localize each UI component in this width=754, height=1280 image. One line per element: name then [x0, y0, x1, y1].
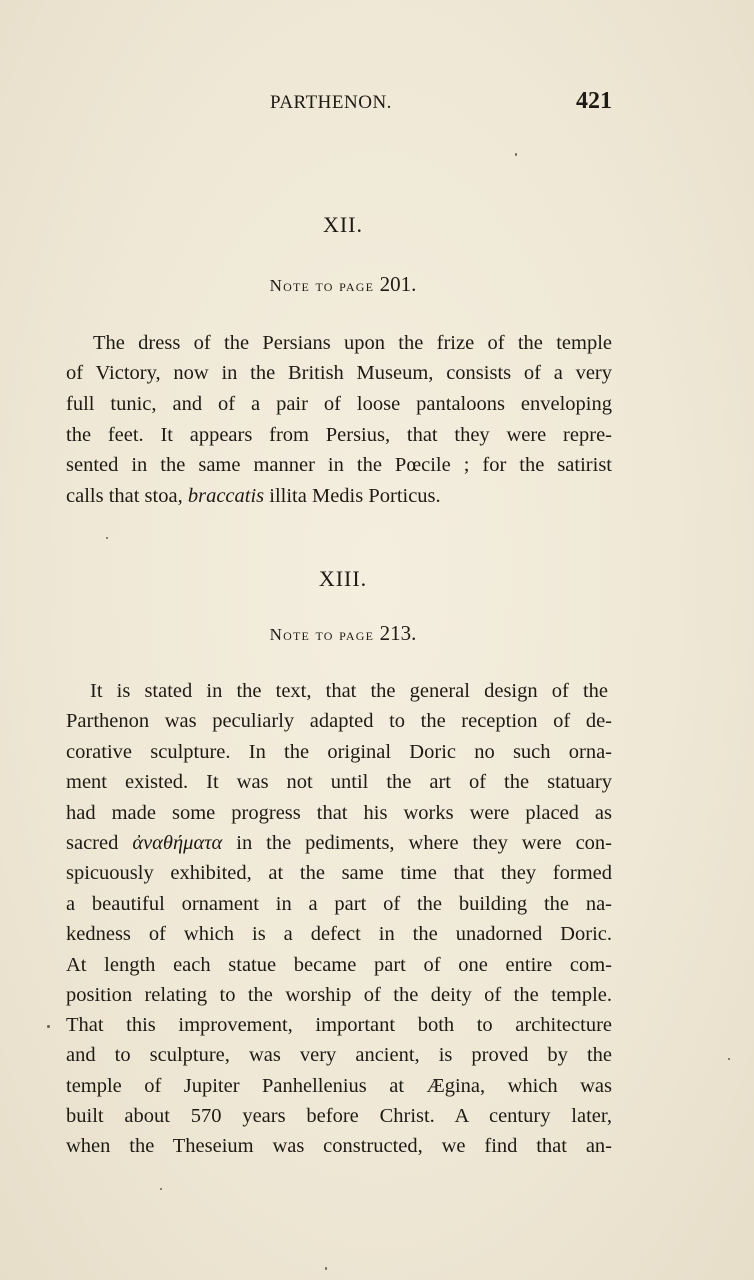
text-line: That this improvement, important both to architecture — [66, 1014, 612, 1036]
note-heading-prefix: Note to page — [269, 625, 380, 644]
paper-speck — [728, 1058, 730, 1060]
running-head-title: PARTHENON. — [270, 92, 392, 113]
text-line: At length each statue became part of one entire com- — [66, 954, 612, 976]
paper-speck — [47, 1025, 50, 1028]
paper-speck — [106, 537, 108, 539]
note-heading-page: 213. — [379, 621, 417, 645]
greek-word: ἀναθήματα — [132, 832, 223, 854]
text-line: a beautiful ornament in a part of the building the na- — [66, 893, 612, 915]
text-line: built about 570 years before Christ. A century later, — [66, 1105, 612, 1127]
text-line: It is stated in the text, that the general design of the — [90, 680, 608, 702]
paper-speck — [160, 1188, 162, 1190]
note-heading-xiii — [0, 621, 686, 646]
text-line: Parthenon was peculiarly adapted to the reception of de- — [66, 710, 612, 732]
text-line: kedness of which is a defect in the unadorned Doric. — [66, 923, 612, 945]
section-number-xii: XII. — [322, 212, 364, 237]
italic-latin-word: braccatis — [187, 485, 265, 507]
text-line: and to sculpture, was very ancient, is proved by the — [66, 1044, 612, 1066]
text-line: temple of Jupiter Panhellenius at Ægina, which was — [66, 1075, 612, 1097]
text-line: spicuously exhibited, at the same time that they formed — [66, 862, 612, 884]
note-heading-page: 201. — [379, 272, 417, 296]
text-span: in the pediments, where they were con- — [222, 832, 612, 854]
text-span: sacred — [66, 832, 133, 854]
section-number-xiii: XIII. — [318, 566, 368, 591]
text-line: when the Theseium was constructed, we find that an- — [66, 1135, 612, 1157]
text-line: position relating to the worship of the deity of the temple. — [66, 984, 612, 1006]
text-line: ment existed. It was not until the art of the statuary — [66, 771, 612, 793]
note-heading-xii — [0, 272, 686, 297]
text-line — [66, 828, 612, 858]
text-span: illita Medis Porticus. — [264, 485, 441, 507]
text-line: full tunic, and of a pair of loose pantaloons enveloping — [66, 393, 612, 415]
text-line: had made some progress that his works were placed as — [66, 802, 612, 824]
text-span: calls that stoa, — [66, 485, 188, 507]
text-line: of Victory, now in the British Museum, consists of a very — [66, 362, 612, 384]
text-line: the feet. It appears from Persius, that they were repre- — [66, 424, 612, 446]
paper-speck — [325, 1267, 327, 1270]
page-number: 421 — [576, 88, 612, 114]
note-heading-prefix: Note to page — [269, 276, 380, 295]
text-line: corative sculpture. In the original Doric no such orna- — [66, 741, 612, 763]
text-line: The dress of the Persians upon the frize of the temple — [93, 332, 612, 354]
text-line: sented in the same manner in the Pœcile ; for the satirist — [66, 454, 612, 476]
paper-speck — [515, 153, 517, 156]
text-line — [66, 481, 612, 511]
running-head — [0, 88, 754, 118]
